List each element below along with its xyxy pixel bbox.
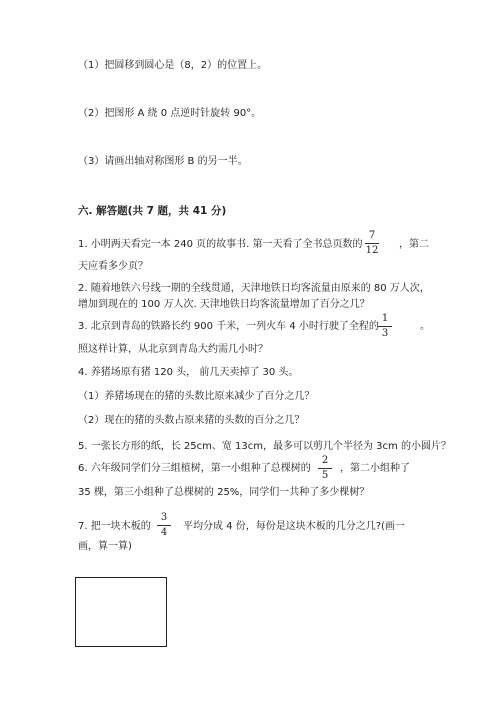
problem-1-line1: 1. 小明两天看完一本 240 页的故事书. 第一天看了全书总页数的 [78,239,363,250]
fraction-denominator: 3 [381,328,389,339]
problem-4-sub1: （1）养猪场现在的猪的头数比原来减少了百分之几？ [78,391,315,402]
problem-7-line2: 画，算一算) [78,541,132,552]
problem-6-line2: 35 棵，第三小组种了总棵树的 25%，同学们一共种了多少棵树？ [78,487,370,498]
fraction-numerator: 3 [160,512,168,523]
problem-6-line1: 6. 六年级同学们分三组植树，第一小组种了总棵树的 [78,463,311,474]
problem-1-fraction [365,230,379,257]
fraction-bar [365,243,379,244]
fraction-bar [157,525,171,526]
fraction-denominator: 4 [160,527,168,538]
problem-4-sub2: （2）现在的猪的头数占原来猪的头数的百分之几？ [78,415,305,426]
section-title: 六. 解答题(共 7 题，共 41 分) [78,205,227,217]
problem-5-line1: 5. 一张长方形的纸，长 25cm、宽 13cm，最多可以剪几个半径为 3cm 的小圆片？ [78,441,451,452]
problem-3-fraction [378,313,392,340]
problem-6-line1-end: ，第二小组种了 [340,463,410,474]
fraction-numerator: 2 [321,455,329,466]
fraction-numerator: 7 [368,230,376,241]
fraction-bar [318,468,332,469]
problem-7-line1-end: 平均分成 4 份，每份是这块木板的几分之几?(画一 [183,521,405,532]
problem-2-line1: 2. 随着地铁六号线一期的全线贯通，天津地铁日均客流量由原来的 80 万人次， [78,283,430,294]
fraction-denominator: 12 [365,245,379,256]
drawing-rectangle [75,577,167,647]
fraction-bar [378,326,392,327]
problem-2-line2: 增加到现在的 100 万人次. 天津地铁日均客流量增加了百分之几？ [78,299,370,310]
problem-1-line1-end: ，第二 [399,239,429,250]
item-3-text: （3）请画出轴对称图形 B 的另一半。 [78,156,248,167]
problem-3-line1: 3. 北京到青岛的铁路长约 900 千米，一列火车 4 小时行驶了全程的 [78,321,379,332]
fraction-numerator: 1 [381,313,389,324]
fraction-denominator: 5 [321,470,329,481]
problem-6-fraction [318,455,332,482]
problem-3-line1-end: 。 [420,321,430,332]
problem-4-line1: 4. 养猪场原有猪 120 头， 前几天卖掉了 30 头。 [78,367,299,378]
item-1-text: （1）把圆移到圆心是（8，2）的位置上。 [78,60,268,71]
problem-7-line1: 7. 把一块木板的 [78,521,151,532]
problem-3-line2: 照这样计算，从北京到青岛大约需几小时？ [78,344,268,355]
problem-1-line2: 天应看多少页？ [78,261,148,272]
problem-7-fraction [157,512,171,539]
item-2-text: （2）把图形 A 绕 0 点逆时针旋转 90°。 [78,108,262,119]
